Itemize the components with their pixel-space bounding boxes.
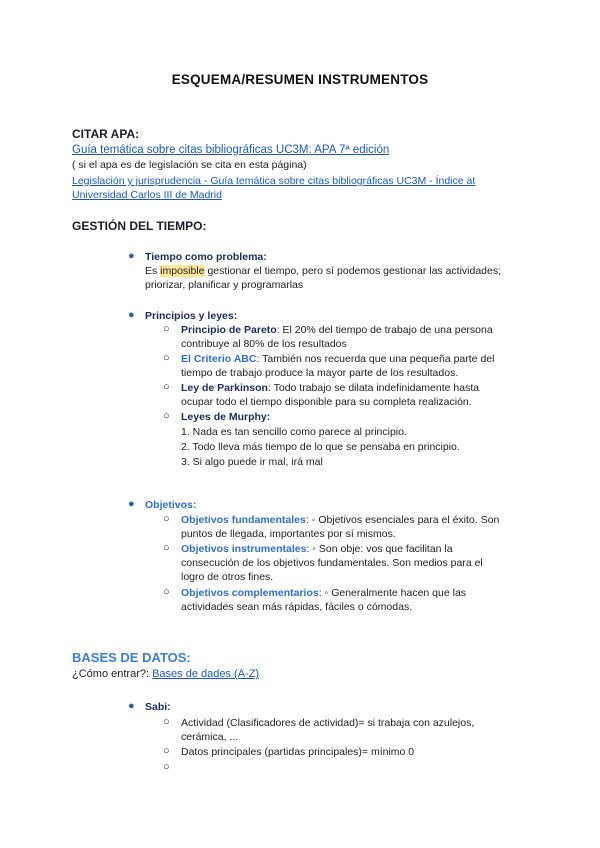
objetivos-label: Objetivos: bbox=[145, 499, 197, 511]
sabi-label: Sabi: bbox=[145, 701, 171, 713]
murphy-law-2: 2. Todo lleva más tiempo de lo que se pensaba en principio. bbox=[181, 441, 460, 453]
murphy-law-1: 1. Nada es tan sencillo como parece al principio. bbox=[181, 426, 407, 438]
bullet-circle: ○ bbox=[163, 586, 170, 598]
bullet-circle: ○ bbox=[163, 716, 170, 728]
bullet-circle: ○ bbox=[163, 542, 170, 554]
bullet-circle: ○ bbox=[163, 745, 170, 757]
parkinson-label: Ley de Parkinson bbox=[181, 382, 268, 394]
tiempo-problema-text bbox=[145, 264, 501, 278]
obj-complementarios-label: Objetivos complementarios bbox=[181, 587, 319, 599]
tiempo-problema-text-2: priorizar, planificar y programarlas bbox=[145, 279, 304, 291]
obj-instrumentales-line-3: logro de otros fines. bbox=[181, 571, 274, 583]
bullet-dot: ● bbox=[128, 700, 135, 712]
abc-line-2: tiempo de trabajo produce la mayor parte de los resultados. bbox=[181, 367, 459, 379]
obj-instrumentales-line bbox=[181, 542, 453, 556]
obj-instrumentales-line-2: consecución de los objetivos fundamentales. Son medios para el bbox=[181, 557, 483, 569]
bullet-circle: ○ bbox=[163, 513, 170, 525]
sabi-datos-principales: Datos principales (partidas principales)= mínimo 0 bbox=[181, 746, 415, 758]
bullet-circle: ○ bbox=[163, 410, 170, 422]
abc-label: El Criterio ABC bbox=[181, 353, 257, 365]
document-title: ESQUEMA/RESUMEN INSTRUMENTOS bbox=[171, 72, 429, 87]
tiempo-problema-label: Tiempo como problema: bbox=[145, 251, 267, 263]
bullet-dot: ● bbox=[128, 309, 135, 321]
bases-intro bbox=[72, 667, 259, 681]
obj-fundamentales-line-2: puntos de llegada, importantes por sí mismos. bbox=[181, 528, 396, 540]
legislation-link-line1[interactable] bbox=[72, 174, 475, 188]
abc-text: : También nos recuerda que una pequeña parte del bbox=[256, 353, 495, 365]
murphy-label: Leyes de Murphy: bbox=[181, 411, 271, 423]
sabi-actividad: Actividad (Clasificadores de actividad)= si trabaja con azulejos, bbox=[181, 717, 475, 729]
parkinson-line-2: ocupar todo el tiempo disponible para su completa realización. bbox=[181, 396, 472, 408]
apa-guide-link[interactable] bbox=[72, 143, 389, 157]
apa-guide-link-text[interactable]: Guía temática sobre citas bibliográficas UC3M: APA 7ª edición bbox=[72, 144, 390, 156]
obj-complementarios-line bbox=[181, 586, 466, 600]
murphy-law-3: 3. Si algo puede ir mal, irá mal bbox=[181, 456, 323, 468]
parkinson-text: : Todo trabajo se dilata indefinidamente hasta bbox=[267, 382, 480, 394]
parkinson-line bbox=[181, 381, 479, 395]
pareto-line bbox=[181, 323, 493, 337]
pareto-line-2: contribuye al 80% de los resultados bbox=[181, 338, 347, 350]
legislation-link-line2[interactable] bbox=[72, 188, 222, 202]
principios-label: Principios y leyes: bbox=[145, 310, 238, 322]
obj-complementarios-line-2: actividades sean más rápidas, fáciles o cómodas. bbox=[181, 601, 413, 613]
bullet-dot: ● bbox=[128, 498, 135, 510]
bullet-circle: ○ bbox=[163, 323, 170, 335]
bullet-circle: ○ bbox=[163, 352, 170, 364]
gestion-heading: GESTIÓN DEL TIEMPO: bbox=[72, 219, 207, 233]
obj-fundamentales-text: : ◦ Objetivos esenciales para el éxito. Son bbox=[305, 514, 500, 526]
bullet-circle: ○ bbox=[163, 761, 170, 773]
bases-intro-text: ¿Cómo entrar?: bbox=[72, 668, 153, 680]
obj-instrumentales-text: : ◦ Son obje: vos que facilitan la bbox=[306, 543, 453, 555]
obj-fundamentales-line bbox=[181, 513, 499, 527]
apa-legislation-note: ( si el apa es de legislación se cita en esta página) bbox=[72, 159, 307, 171]
pareto-text: : El 20% del tiempo de trabajo de una persona bbox=[276, 324, 493, 336]
text-fragment: gestionar el tiempo, pero sí podemos gestionar las actividades; bbox=[204, 265, 502, 277]
sabi-actividad-2: cerámica, ... bbox=[181, 731, 239, 743]
bases-datos-heading: BASES DE DATOS: bbox=[72, 650, 191, 665]
pareto-label: Principio de Pareto bbox=[181, 324, 277, 336]
obj-instrumentales-label: Objetivos instrumentales bbox=[181, 543, 307, 555]
legislation-link-text-2[interactable]: Universidad Carlos III de Madrid bbox=[72, 189, 222, 201]
obj-fundamentales-label: Objetivos fundamentales bbox=[181, 514, 306, 526]
citar-apa-heading: CITAR APA: bbox=[72, 127, 140, 141]
legislation-link-text-1[interactable]: Legislación y jurisprudencia - Guía temática sobre citas bibliográficas UC3M - Índice at bbox=[72, 175, 476, 187]
text-fragment: Es bbox=[145, 265, 161, 277]
highlighted-word: imposible bbox=[160, 265, 205, 277]
bullet-dot: ● bbox=[128, 250, 135, 262]
bases-dades-link[interactable]: Bases de dades (A-Z) bbox=[152, 668, 260, 680]
abc-line bbox=[181, 352, 494, 366]
bullet-circle: ○ bbox=[163, 381, 170, 393]
obj-complementarios-text: : ◦ Generalmente hacen que las bbox=[318, 587, 467, 599]
